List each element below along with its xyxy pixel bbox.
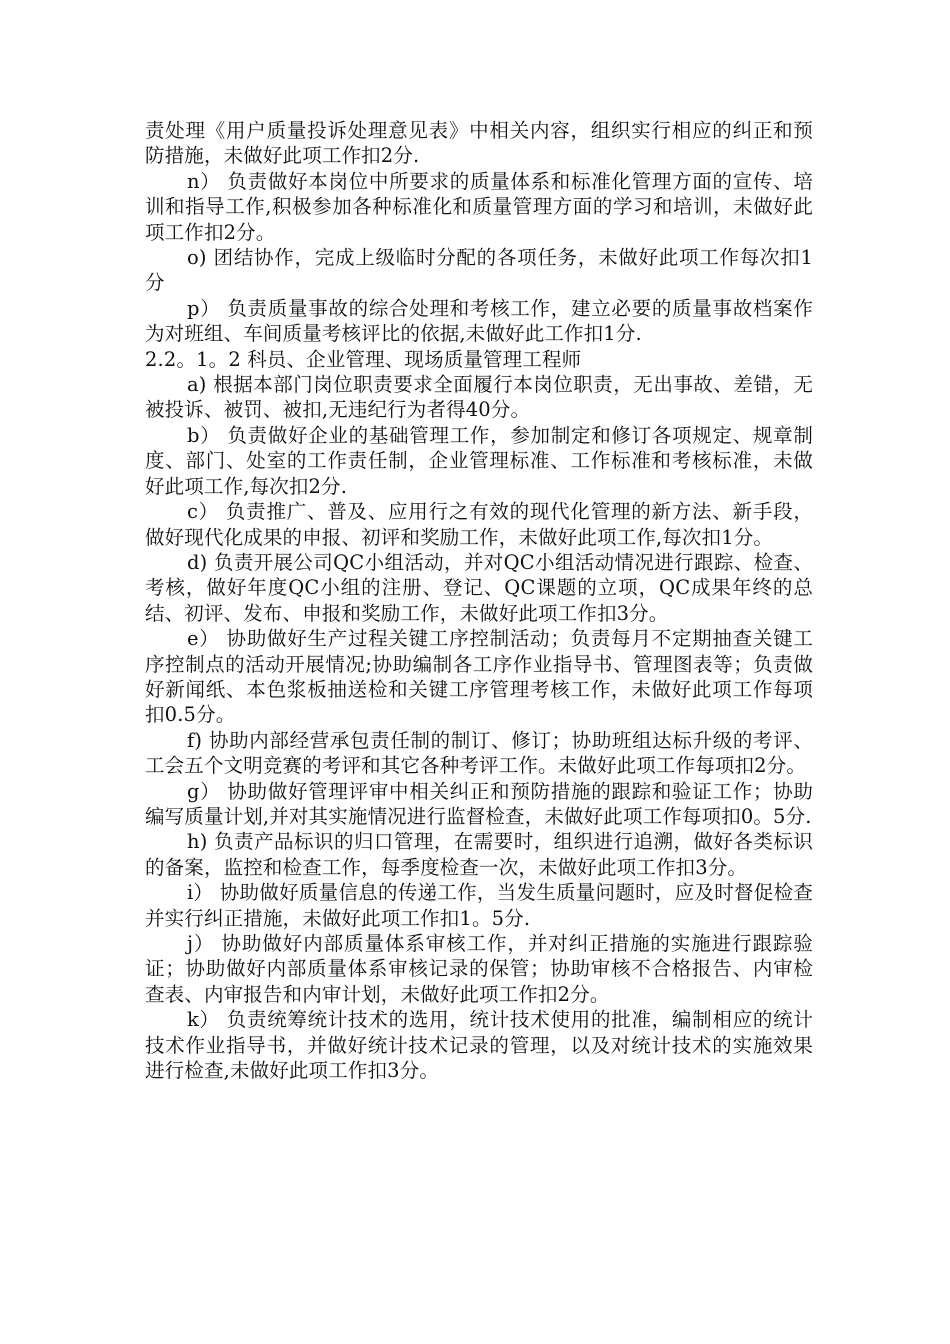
- paragraph-item-a: a) 根据本部门岗位职责要求全面履行本岗位职责，无出事故、差错，无被投诉、被罚、被扣,无违纪行为者得40分。: [145, 373, 813, 422]
- paragraph-item-i: i） 协助做好质量信息的传递工作，当发生质量问题时，应及时督促检查并实行纠正措施，未做好此项工作扣1。5分.: [145, 881, 813, 930]
- paragraph-item-n: n） 负责做好本岗位中所要求的质量体系和标准化管理方面的宣传、培训和指导工作,积极参加各种标准化和质量管理方面的学习和培训，未做好此项工作扣2分。: [145, 169, 813, 244]
- paragraph-item-o: o) 团结协作，完成上级临时分配的各项任务，未做好此项工作每次扣1分: [145, 246, 813, 295]
- paragraph-item-d: d) 负责开展公司QC小组活动，并对QC小组活动情况进行跟踪、检查、考核，做好年度QC小组的注册、登记、QC课题的立项，QC成果年终的总结、初评、发布、申报和奖励工作，未做好此项工作扣3分。: [145, 550, 813, 625]
- paragraph-item-f: f) 协助内部经营承包责任制的制订、修订；协助班组达标升级的考评、工会五个文明竞赛的考评和其它各种考评工作。未做好此项工作每项扣2分。: [145, 728, 813, 778]
- paragraph-item-p: p） 负责质量事故的综合处理和考核工作，建立必要的质量事故档案作为对班组、车间质量考核评比的依据,未做好此工作扣1分.: [145, 296, 813, 346]
- paragraph-item-c: c） 负责推广、普及、应用行之有效的现代化管理的新方法、新手段，做好现代化成果的申报、初评和奖励工作，未做好此项工作,每次扣1分。: [145, 500, 813, 549]
- paragraph-item-k: k） 负责统筹统计技术的选用，统计技术使用的批准，编制相应的统计技术作业指导书，并做好统计技术记录的管理，以及对统计技术的实施效果进行检查,未做好此项工作扣3分。: [145, 1008, 813, 1083]
- section-heading: 2.2。1。2 科员、企业管理、现场质量管理工程师: [145, 347, 582, 371]
- paragraph-item-e: e） 协助做好生产过程关键工序控制活动；负责每月不定期抽查关键工序控制点的活动开展情况;协助编制各工序作业指导书、管理图表等；负责做好新闻纸、本色浆板抽送检和关键工序管理考核工作，未做好此项工作每项扣0.5分。: [145, 627, 813, 727]
- paragraph-continuation: 责处理《用户质量投诉处理意见表》中相关内容，组织实行相应的纠正和预防措施，未做好此项工作扣2分.: [145, 119, 813, 168]
- paragraph-item-h: h) 负责产品标识的归口管理，在需要时，组织进行追溯，做好各类标识的备案，监控和检查工作，每季度检查一次，未做好此项工作扣3分。: [145, 830, 813, 879]
- document-body: [145, 118, 813, 1083]
- paragraph-item-g: g） 协助做好管理评审中相关纠正和预防措施的跟踪和验证工作；协助编写质量计划,并对其实施情况进行监督检查，未做好此项工作每项扣0。5分.: [145, 779, 813, 828]
- paragraph-item-j: j） 协助做好内部质量体系审核工作，并对纠正措施的实施进行跟踪验证；协助做好内部质量体系审核记录的保管；协助审核不合格报告、内审检查表、内审报告和内审计划，未做好此项工作扣2分。: [145, 932, 813, 1006]
- paragraph-item-b: b） 负责做好企业的基础管理工作，参加制定和修订各项规定、规章制度、部门、处室的工作责任制，企业管理标准、工作标准和考核标准，未做好此项工作,每次扣2分.: [145, 423, 813, 498]
